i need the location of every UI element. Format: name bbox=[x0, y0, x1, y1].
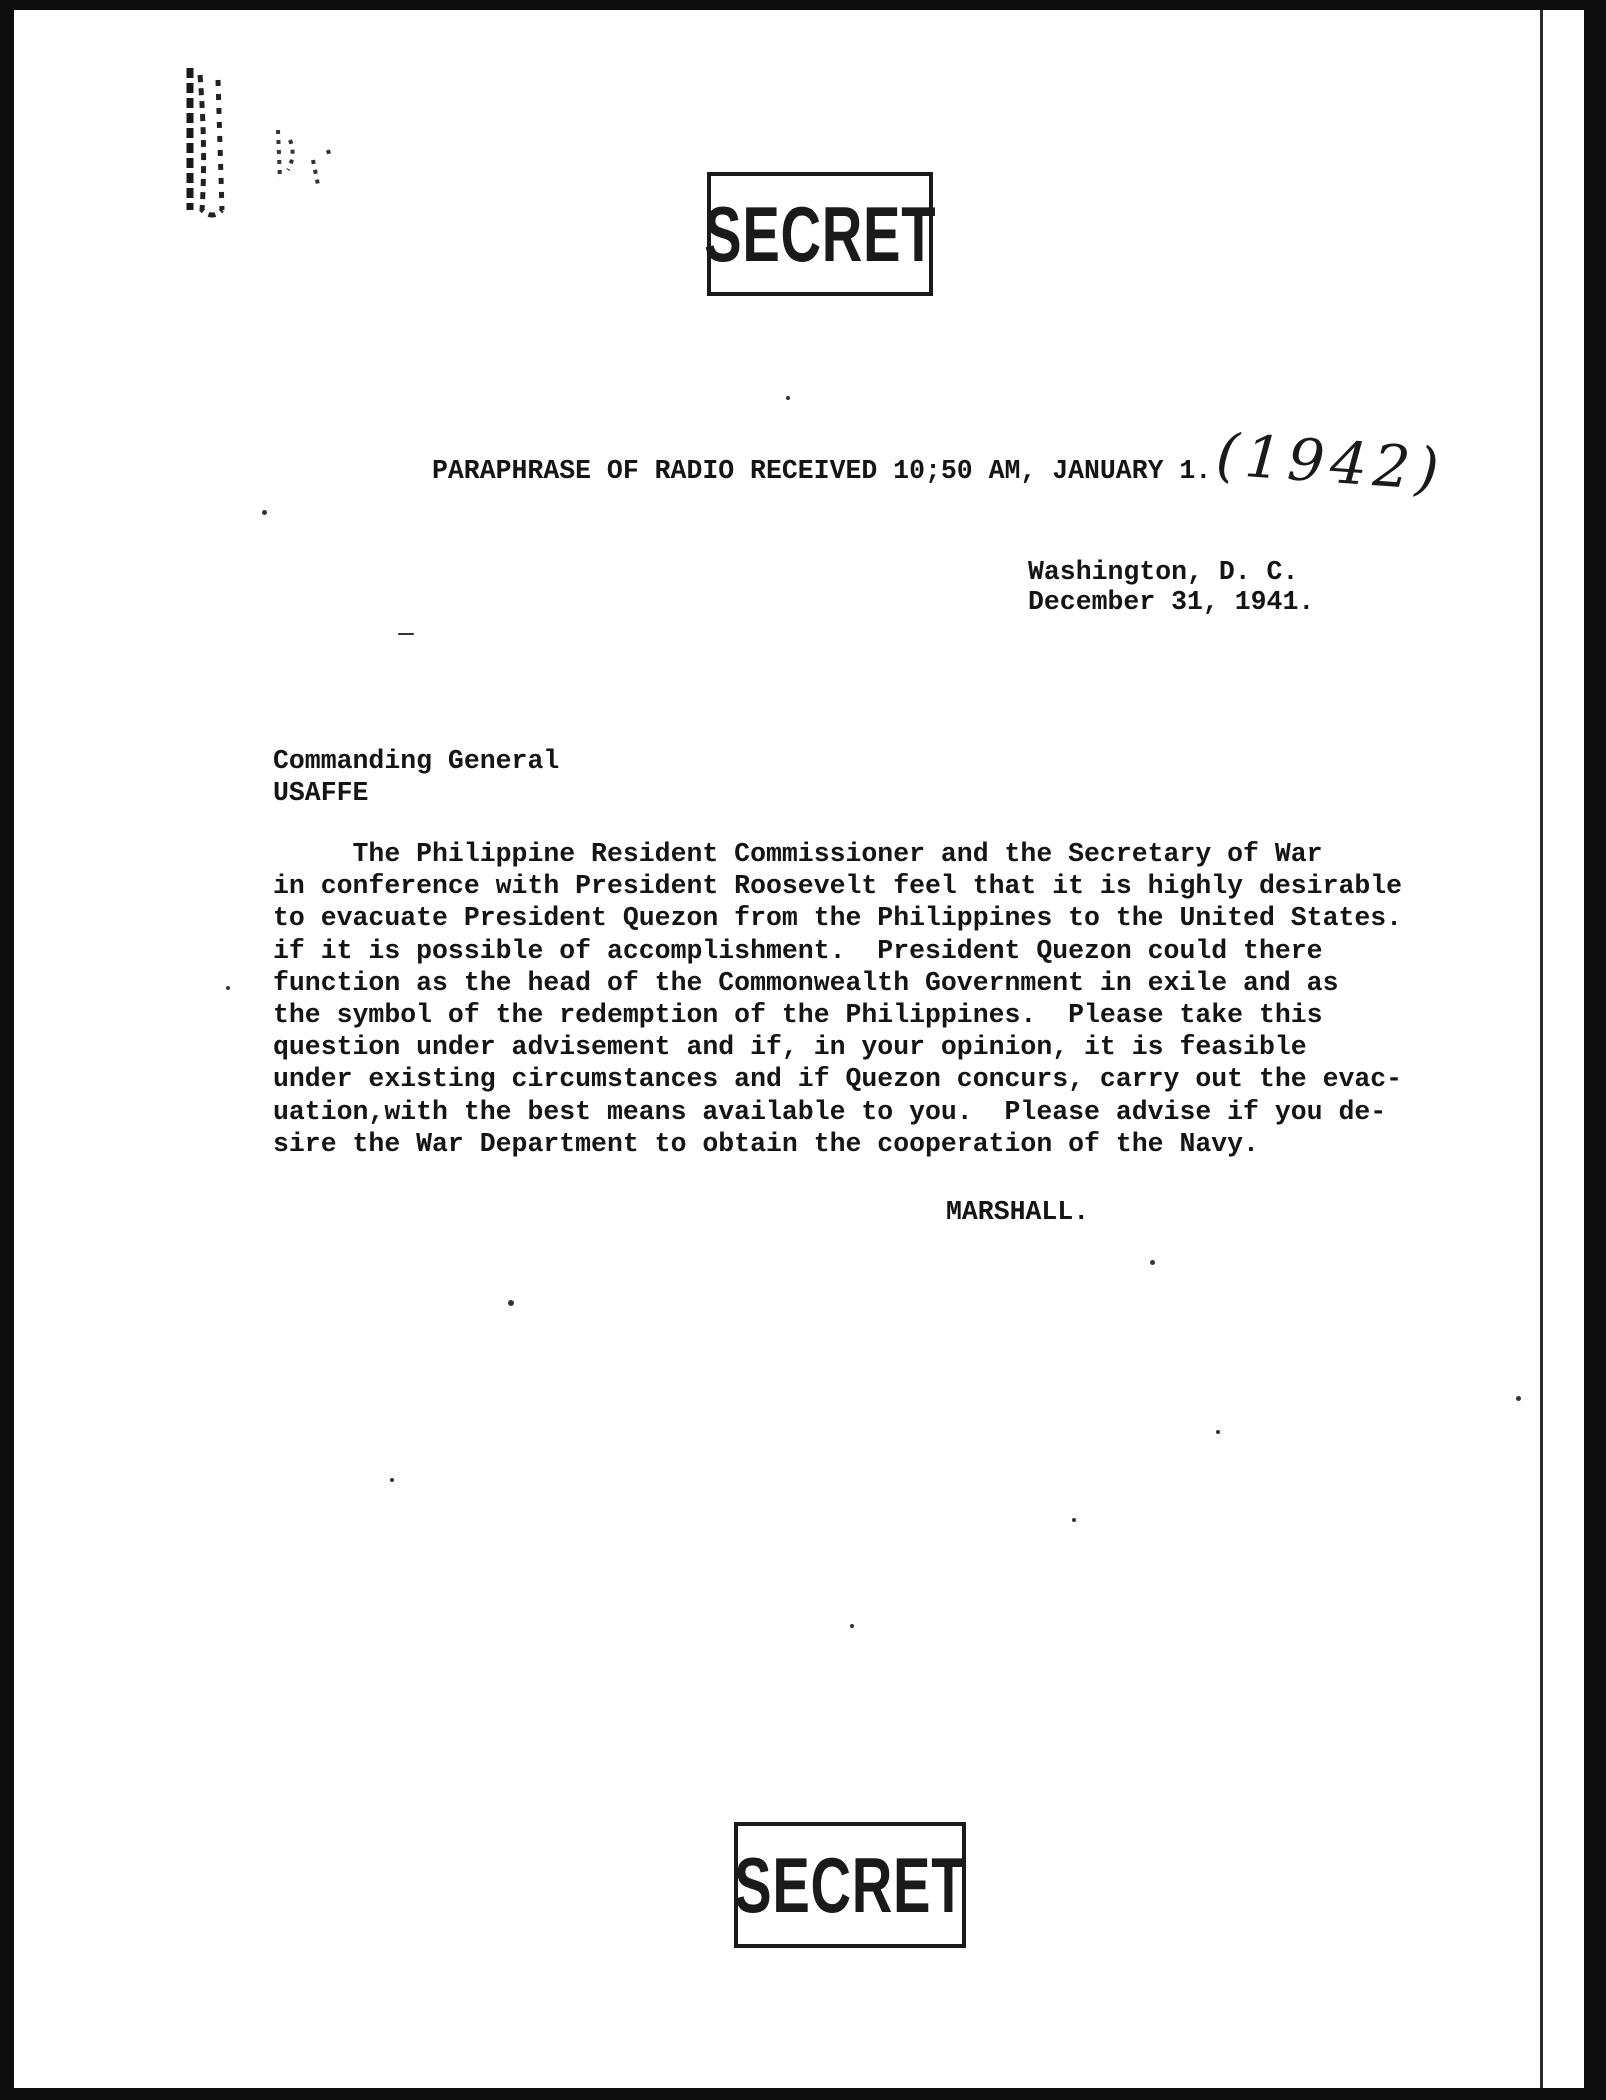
body-line: uation,with the best means available to you. Please advise if you de- bbox=[273, 1096, 1387, 1127]
scan-speck bbox=[850, 1624, 854, 1628]
body-line: function as the head of the Commonwealth Government in exile and as bbox=[273, 967, 1339, 998]
scan-speck bbox=[786, 396, 790, 400]
addressee-command: USAFFE bbox=[273, 778, 369, 808]
body-line: in conference with President Roosevelt feel that it is highly desirable bbox=[273, 871, 1403, 902]
classification-stamp-bottom bbox=[734, 1822, 966, 1948]
addressee-title: Commanding General bbox=[273, 746, 560, 776]
scan-speck bbox=[390, 1478, 394, 1482]
place: Washington, D. C. bbox=[1028, 557, 1299, 587]
scan-speck bbox=[1072, 1518, 1076, 1522]
signature: MARSHALL. bbox=[946, 1197, 1090, 1227]
body-line: under existing circumstances and if Quezon concurs, carry out the evac- bbox=[273, 1064, 1403, 1095]
message-body bbox=[273, 838, 1402, 1160]
body-line: to evacuate President Quezon from the Philippines to the United States. bbox=[273, 903, 1403, 934]
scan-speck bbox=[226, 986, 230, 990]
body-line: if it is possible of accomplishment. President Quezon could there bbox=[273, 935, 1323, 966]
classification-stamp-top bbox=[703, 172, 937, 296]
body-line: sire the War Department to obtain the cooperation of the Navy. bbox=[273, 1128, 1259, 1159]
classification-text-top: SECRET bbox=[703, 190, 937, 278]
corner-mark-icon bbox=[178, 60, 378, 230]
scan-speck bbox=[1150, 1260, 1155, 1265]
scan-speck bbox=[508, 1300, 514, 1306]
scan-speck bbox=[1216, 1430, 1220, 1434]
scan-speck bbox=[398, 633, 414, 635]
body-line: The Philippine Resident Commissioner and the Secretary of War bbox=[273, 839, 1323, 869]
scan-speck bbox=[1516, 1396, 1521, 1401]
scan-speck bbox=[262, 510, 267, 515]
date: December 31, 1941. bbox=[1028, 587, 1315, 617]
classification-text-bottom: SECRET bbox=[733, 1841, 967, 1929]
body-line: the symbol of the redemption of the Philippines. Please take this bbox=[273, 999, 1323, 1030]
header-line: PARAPHRASE OF RADIO RECEIVED 10;50 AM, JANUARY 1. bbox=[432, 456, 1212, 486]
body-line: question under advisement and if, in your opinion, it is feasible bbox=[273, 1032, 1307, 1063]
handwritten-year: (1942) bbox=[1213, 420, 1447, 504]
